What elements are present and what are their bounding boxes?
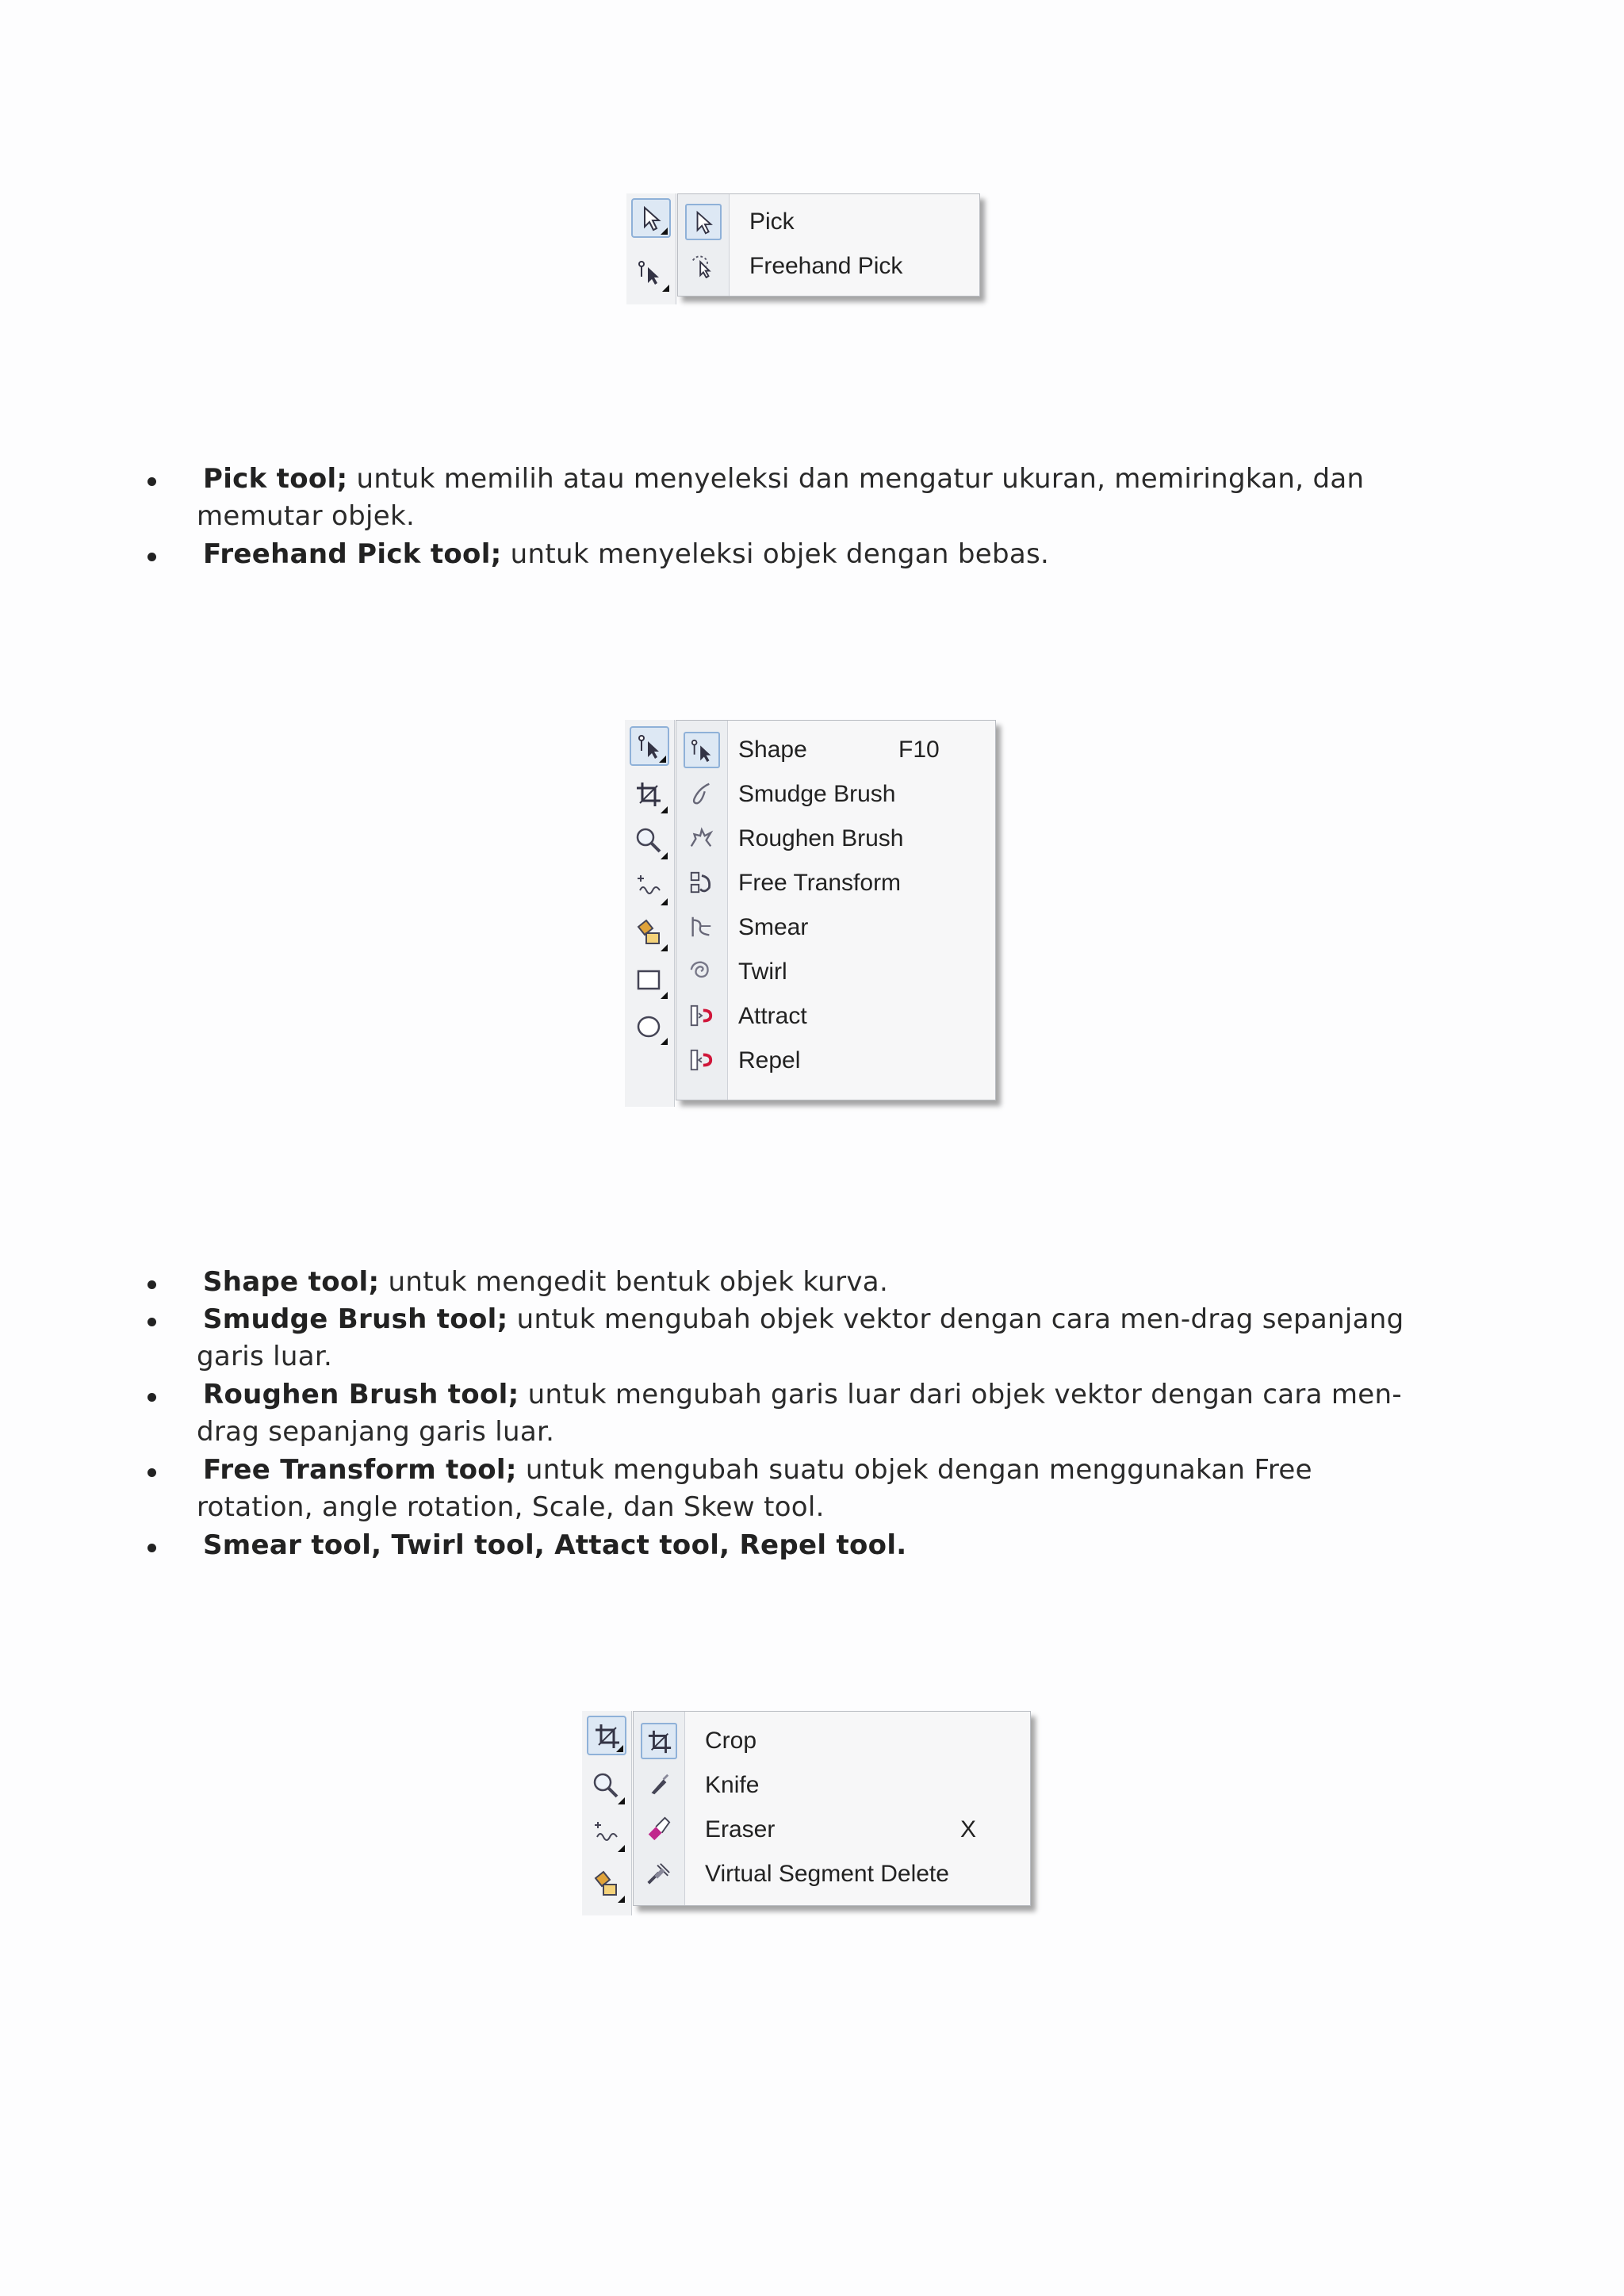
menu-item-repel[interactable] <box>676 1038 995 1082</box>
flyout-arrow-icon <box>618 1845 625 1852</box>
menu-item-shortcut: F10 <box>898 737 940 763</box>
menu-item-virtual-segment-delete[interactable] <box>634 1851 1030 1896</box>
flyout-arrow-icon <box>661 944 668 951</box>
ellipse-icon <box>635 1012 662 1039</box>
bullet-smear-twirl-attract-repel <box>203 1529 907 1561</box>
menu-item-crop[interactable] <box>634 1718 1030 1762</box>
flyout-arrow-icon <box>662 285 669 292</box>
pick-flyout-menu <box>677 193 980 297</box>
shape-tool-icon <box>637 259 664 286</box>
toolbox-pick-button[interactable] <box>631 198 671 238</box>
menu-item-label: Virtual Segment Delete <box>705 1861 949 1887</box>
bullet-term: Shape tool; <box>203 1266 380 1298</box>
virtual-segment-delete-icon <box>641 1856 677 1892</box>
bullet-smudge-brush-tool <box>203 1303 1404 1335</box>
menu-item-roughen-brush[interactable] <box>676 816 995 860</box>
pick-flyout-screenshot <box>626 193 991 304</box>
freehand-icon <box>592 1820 619 1846</box>
menu-item-label: Eraser <box>705 1816 776 1843</box>
toolbox-smart-fill-button[interactable] <box>587 1865 626 1904</box>
menu-item-shape[interactable] <box>676 727 995 771</box>
bullet-text: untuk mengubah garis luar dari objek vektor dengan cara men- <box>519 1379 1402 1410</box>
flyout-arrow-icon <box>618 1797 625 1804</box>
rectangle-icon <box>635 966 662 993</box>
bullet-text: untuk mengubah suatu objek dengan menggunakan Free <box>516 1454 1312 1486</box>
menu-item-label: Crop <box>705 1728 757 1754</box>
bullet-continuation: rotation, angle rotation, Scale, dan Skew tool. <box>197 1491 825 1523</box>
bullet-text: untuk menyeleksi objek dengan bebas. <box>501 538 1050 570</box>
free-transform-icon <box>684 865 720 901</box>
shape-flyout-screenshot <box>625 720 1005 1107</box>
bullet-dot <box>147 477 156 486</box>
menu-item-free-transform[interactable] <box>676 860 995 905</box>
flyout-arrow-icon <box>661 806 668 813</box>
bullet-continuation: drag sepanjang garis luar. <box>197 1416 555 1448</box>
bullet-free-transform-tool <box>203 1454 1312 1486</box>
bullet-text: untuk memilih atau menyeleksi dan mengatur ukuran, memiringkan, dan <box>347 463 1365 495</box>
shape-tool-icon <box>684 732 720 768</box>
toolbox <box>626 193 676 304</box>
bullet-text: untuk mengubah objek vektor dengan cara men-drag sepanjang <box>508 1303 1404 1335</box>
bullet-freehand-pick-tool <box>203 538 1049 570</box>
twirl-icon <box>684 954 720 990</box>
smudge-brush-icon <box>684 776 720 813</box>
flyout-arrow-icon <box>659 756 666 763</box>
toolbox-rectangle-button[interactable] <box>630 961 669 1001</box>
menu-item-label: Smear <box>738 914 809 940</box>
toolbox <box>582 1711 632 1915</box>
bullet-text: untuk mengedit bentuk objek kurva. <box>379 1266 889 1298</box>
flyout-arrow-icon <box>661 992 668 999</box>
toolbox-crop-button[interactable] <box>630 775 669 815</box>
bullet-term: Smudge Brush tool; <box>203 1303 508 1335</box>
zoom-icon <box>635 827 662 854</box>
menu-item-label: Shape <box>738 737 807 763</box>
freehand-pick-icon <box>685 248 722 285</box>
bullet-term: Free Transform tool; <box>203 1454 517 1486</box>
bullet-dot <box>147 1468 156 1477</box>
flyout-arrow-icon <box>661 852 668 859</box>
knife-icon <box>641 1767 677 1804</box>
menu-item-label: Free Transform <box>738 870 902 896</box>
toolbox-zoom-button[interactable] <box>587 1766 626 1806</box>
flyout-arrow-icon <box>661 898 668 905</box>
menu-item-label: Knife <box>705 1772 760 1798</box>
menu-item-label: Roughen Brush <box>738 825 904 851</box>
shape-flyout-menu <box>676 720 996 1100</box>
menu-item-label: Freehand Pick <box>749 253 903 279</box>
toolbox-shape-button[interactable] <box>631 254 671 293</box>
bullet-shape-tool <box>203 1266 888 1298</box>
roughen-brush-icon <box>684 821 720 857</box>
flyout-arrow-icon <box>616 1745 623 1752</box>
toolbox-crop-button[interactable] <box>587 1716 626 1755</box>
crop-flyout-menu <box>633 1711 1031 1906</box>
menu-item-label: Attract <box>738 1003 807 1029</box>
toolbox-ellipse-button[interactable] <box>630 1007 669 1047</box>
bullet-dot <box>147 1393 156 1402</box>
bullet-dot <box>147 1318 156 1326</box>
crop-flyout-screenshot <box>582 1711 1042 1915</box>
bullet-roughen-brush-tool <box>203 1379 1402 1410</box>
menu-item-smear[interactable] <box>676 905 995 949</box>
menu-item-shortcut: X <box>960 1816 977 1843</box>
menu-item-knife[interactable] <box>634 1762 1030 1807</box>
repel-icon <box>684 1043 720 1079</box>
flyout-arrow-icon <box>618 1896 625 1903</box>
bullet-dot <box>147 1544 156 1552</box>
pick-icon <box>685 204 722 240</box>
toolbox-shape-button[interactable] <box>630 726 669 766</box>
menu-item-label: Pick <box>749 209 795 235</box>
menu-item-eraser[interactable] <box>634 1807 1030 1851</box>
menu-item-label: Repel <box>738 1047 801 1073</box>
menu-item-freehand-pick[interactable] <box>678 243 979 288</box>
bullet-term: Freehand Pick tool; <box>203 538 502 570</box>
freehand-icon <box>635 873 662 900</box>
crop-icon <box>635 781 662 808</box>
toolbox-freehand-button[interactable] <box>630 867 669 907</box>
smart-fill-icon <box>635 919 662 946</box>
bullet-continuation: memutar objek. <box>197 500 416 532</box>
bullet-term: Pick tool; <box>203 463 348 495</box>
smear-icon <box>684 909 720 946</box>
attract-icon <box>684 998 720 1035</box>
menu-item-label: Twirl <box>738 959 787 985</box>
flyout-arrow-icon <box>661 228 668 235</box>
bullet-continuation: garis luar. <box>197 1341 333 1372</box>
bullet-dot <box>147 1280 156 1289</box>
toolbox-smart-fill-button[interactable] <box>630 913 669 953</box>
zoom-icon <box>592 1772 619 1799</box>
bullet-term: Smear tool, Twirl tool, Attact tool, Repel tool. <box>203 1529 907 1561</box>
toolbox-freehand-button[interactable] <box>587 1814 626 1854</box>
bullet-term: Roughen Brush tool; <box>203 1379 519 1410</box>
bullet-dot <box>147 553 156 561</box>
crop-icon <box>641 1723 677 1759</box>
menu-item-pick[interactable] <box>678 199 979 243</box>
menu-item-smudge-brush[interactable] <box>676 771 995 816</box>
menu-item-attract[interactable] <box>676 993 995 1038</box>
toolbox <box>625 720 675 1107</box>
toolbox-zoom-button[interactable] <box>630 821 669 861</box>
smart-fill-icon <box>592 1870 619 1897</box>
menu-item-twirl[interactable] <box>676 949 995 993</box>
eraser-icon <box>641 1812 677 1848</box>
bullet-pick-tool <box>203 463 1364 495</box>
flyout-arrow-icon <box>661 1038 668 1045</box>
menu-item-label: Smudge Brush <box>738 781 896 807</box>
